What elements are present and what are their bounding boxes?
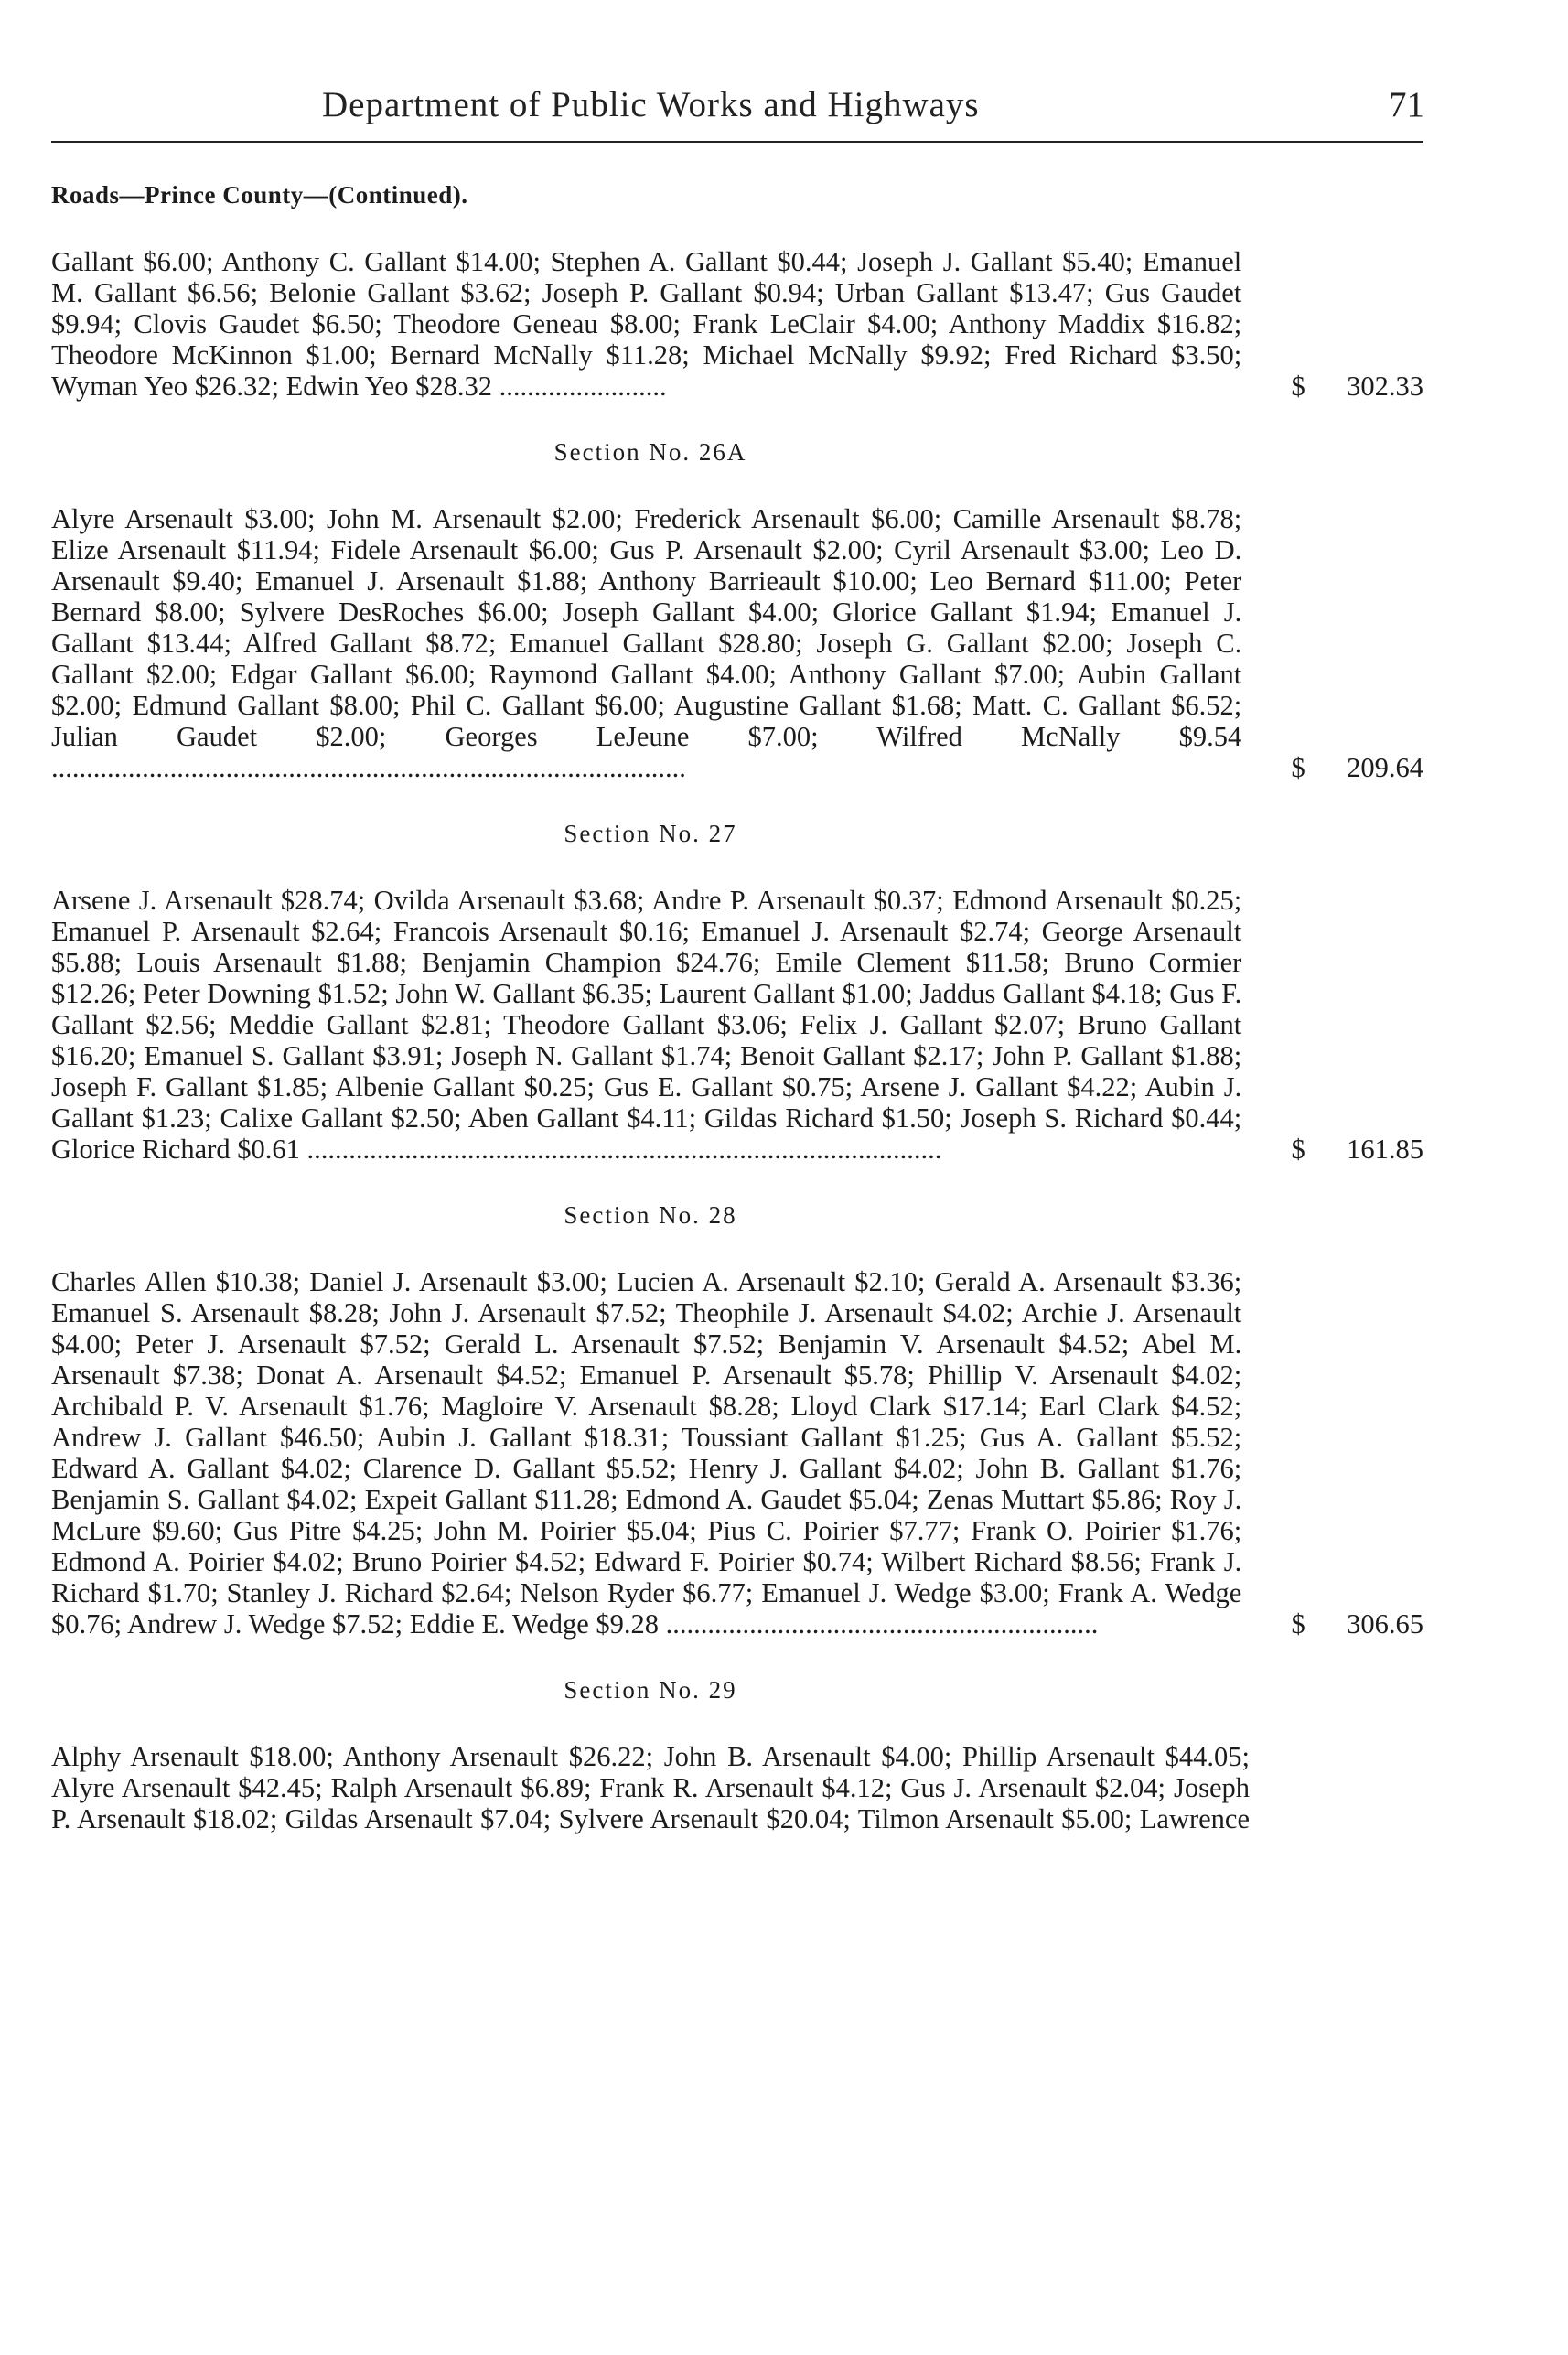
section-total: 302.33 — [1347, 371, 1423, 402]
entry-text: Charles Allen $10.38; Daniel J. Arsenault $3.00; Lucien A. Arsenault $2.10; Gerald A. Arsenault $3.36; Emanuel S. Arsenault $8.28; John J. Arsenault $7.52; Theophile J. Arsenault $4.02; Archie J. Arsenault $4.00; Peter J. Arsenault $7.52; Gerald L. Arsenault $7.52; Benjamin V. Arsenault $4.52; Abel M. Arsenault $7.38; Donat A. Arsenault $4.52; Emanuel P. Arsenault $5.78; Phillip V. Arsenault $4.02; Archibald P. V. Arsenault $1.76; Magloire V. Arsenault $8.28; Lloyd Clark $17.14; Earl Clark $4.52; Andrew J. Gallant $46.50; Aubin J. Gallant $18.31; Toussiant Gallant $1.25; Gus A. Gallant $5.52; Edward A. Gallant $4.02; Clarence D. Gallant $5.52; Henry J. Gallant $4.02; John B. Gallant $1.76; Benjamin S. Gallant $4.02; Expeit Gallant $11.28; Edmond A. Gaudet $5.04; Zenas Muttart $5.86; Roy J. McLure $9.60; Gus Pitre $4.25; John M. Poirier $5.04; Pius C. Poirier $7.77; Frank O. Poirier $1.76; Edmond A. Poirier $4.02; Bruno Poirier $4.52; Edward F. Poirier $0.74; Wilbert Richard $8.56; Frank J. Richard $1.70; Stanley J. Richard $2.64; Nelson Ryder $6.77; Emanuel J. Wedge $3.00; Frank A. Wedge $0.76; Andrew J. Wedge $7.52; Eddie E. Wedge $9.28 .............................................................. — [51, 1266, 1242, 1640]
section-total: 161.85 — [1347, 1134, 1423, 1165]
section-heading-29: Section No. 29 — [564, 1676, 737, 1704]
page-number: 71 — [1389, 85, 1424, 124]
section-heading-28: Section No. 28 — [564, 1201, 737, 1229]
section-27-entry — [51, 885, 1423, 1165]
entry-text: Gallant $6.00; Anthony C. Gallant $14.00; Stephen A. Gallant $0.44; Joseph J. Gallant $5.40; Emanuel M. Gallant $6.56; Belonie Gallant $3.62; Joseph P. Gallant $0.94; Urban Gallant $13.47; Gus Gaudet $9.94; Clovis Gaudet $6.50; Theodore Geneau $8.00; Frank LeClair $4.00; Anthony Maddix $16.82; Theodore McKinnon $1.00; Bernard McNally $11.28; Michael McNally $9.92; Fred Richard $3.50; Wyman Yeo $26.32; Edwin Yeo $28.32 ........................ — [51, 246, 1242, 402]
dollar-sign: $ — [1291, 1134, 1305, 1165]
dollar-sign: $ — [1291, 752, 1305, 783]
section-28-entry — [51, 1266, 1423, 1640]
dollar-sign: $ — [1291, 371, 1305, 402]
section-heading-27: Section No. 27 — [564, 820, 737, 847]
continued-entry — [51, 246, 1423, 402]
dollar-sign: $ — [1291, 1608, 1305, 1640]
continued-heading: Roads—Prince County—(Continued). — [51, 181, 468, 209]
section-26a-entry — [51, 503, 1423, 783]
section-heading-26a: Section No. 26A — [553, 438, 747, 466]
section-total: 306.65 — [1347, 1608, 1423, 1640]
entry-text: Arsene J. Arsenault $28.74; Ovilda Arsenault $3.68; Andre P. Arsenault $0.37; Edmond Arsenault $0.25; Emanuel P. Arsenault $2.64; Francois Arsenault $0.16; Emanuel J. Arsenault $2.74; George Arsenault $5.88; Louis Arsenault $1.88; Benjamin Champion $24.76; Emile Clement $11.58; Bruno Cormier $12.26; Peter Downing $1.52; John W. Gallant $6.35; Laurent Gallant $1.00; Jaddus Gallant $4.18; Gus F. Gallant $2.56; Meddie Gallant $2.81; Theodore Gallant $3.06; Felix J. Gallant $2.07; Bruno Gallant $16.20; Emanuel S. Gallant $3.91; Joseph N. Gallant $1.74; Benoit Gallant $2.17; John P. Gallant $1.88; Joseph F. Gallant $1.85; Albenie Gallant $0.25; Gus E. Gallant $0.75; Arsene J. Gallant $4.22; Aubin J. Gallant $1.23; Calixe Gallant $2.50; Aben Gallant $4.11; Gildas Richard $1.50; Joseph S. Richard $0.44; Glorice Richard $0.61 ........................................................................................... — [51, 885, 1242, 1165]
running-header-title: Department of Public Works and Highways — [322, 85, 980, 124]
page-content — [51, 181, 1423, 1834]
running-header — [51, 77, 1423, 143]
entry-text: Alyre Arsenault $3.00; John M. Arsenault $2.00; Frederick Arsenault $6.00; Camille Arsenault $8.78; Elize Arsenault $11.94; Fidele Arsenault $6.00; Gus P. Arsenault $2.00; Cyril Arsenault $3.00; Leo D. Arsenault $9.40; Emanuel J. Arsenault $1.88; Anthony Barrieault $10.00; Leo Bernard $11.00; Peter Bernard $8.00; Sylvere DesRoches $6.00; Joseph Gallant $4.00; Glorice Gallant $1.94; Emanuel J. Gallant $13.44; Alfred Gallant $8.72; Emanuel Gallant $28.80; Joseph G. Gallant $2.00; Joseph C. Gallant $2.00; Edgar Gallant $6.00; Raymond Gallant $4.00; Anthony Gallant $7.00; Aubin Gallant $2.00; Edmund Gallant $8.00; Phil C. Gallant $6.00; Augustine Gallant $1.68; Matt. C. Gallant $6.52; Julian Gaudet $2.00; Georges LeJeune $7.00; Wilfred McNally $9.54 ........................................................................................... — [51, 503, 1242, 783]
section-29-entry: Alphy Arsenault $18.00; Anthony Arsenault $26.22; John B. Arsenault $4.00; Phillip Arsenault $44.05; Alyre Arsenault $42.45; Ralph Arsenault $6.89; Frank R. Arsenault $4.12; Gus J. Arsenault $2.04; Joseph P. Arsenault $18.02; Gildas Arsenault $7.04; Sylvere Arsenault $20.04; Tilmon Arsenault $5.00; Lawrence — [51, 1741, 1250, 1834]
section-total: 209.64 — [1347, 752, 1423, 783]
